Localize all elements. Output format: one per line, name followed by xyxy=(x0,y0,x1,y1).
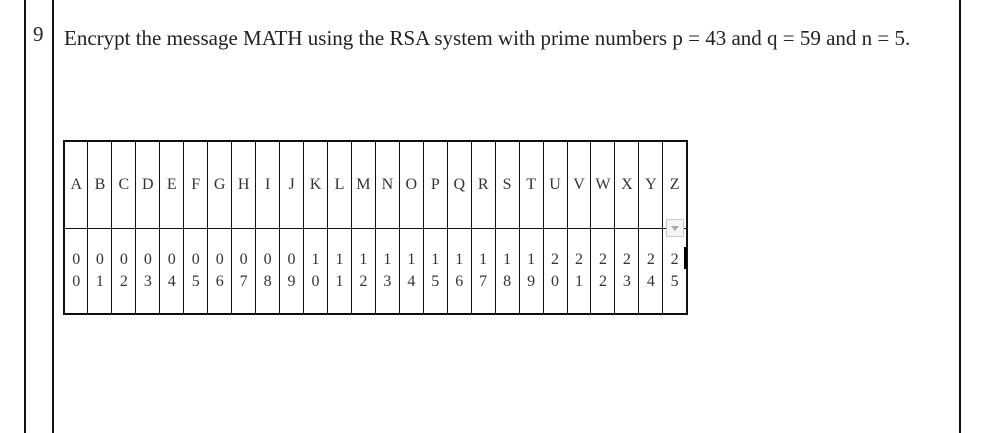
number-digit: 6 xyxy=(215,273,224,290)
number-column-divider xyxy=(52,0,54,433)
number-digit: 1 xyxy=(527,251,536,268)
numbers-row xyxy=(64,229,687,315)
number-digit: 0 xyxy=(191,251,200,268)
letter-cell[interactable]: A xyxy=(64,141,88,229)
number-digit: 0 xyxy=(143,251,152,268)
number-digit: 9 xyxy=(287,273,296,290)
letter-cell[interactable]: Z xyxy=(663,141,687,229)
number-digit: 0 xyxy=(119,251,128,268)
letter-cell[interactable]: S xyxy=(495,141,519,229)
number-cell[interactable] xyxy=(136,229,160,315)
number-digit: 2 xyxy=(622,251,631,268)
letter-cell[interactable]: Q xyxy=(447,141,471,229)
number-cell[interactable] xyxy=(543,229,567,315)
number-digit: 3 xyxy=(383,273,392,290)
number-cell[interactable] xyxy=(232,229,256,315)
letter-cell[interactable]: J xyxy=(280,141,304,229)
number-cell[interactable] xyxy=(399,229,423,315)
number-digit: 4 xyxy=(167,273,176,290)
number-digit: 1 xyxy=(335,251,344,268)
number-cell[interactable] xyxy=(591,229,615,315)
number-cell[interactable] xyxy=(663,229,687,315)
number-cell[interactable] xyxy=(304,229,328,315)
number-cell[interactable] xyxy=(447,229,471,315)
number-digit: 2 xyxy=(119,273,128,290)
letter-cell[interactable]: U xyxy=(543,141,567,229)
left-border-line xyxy=(24,0,26,433)
letters-row xyxy=(64,141,687,229)
letter-cell[interactable]: M xyxy=(351,141,375,229)
number-digit: 7 xyxy=(479,273,488,290)
number-digit: 3 xyxy=(622,273,631,290)
letter-cell[interactable]: C xyxy=(112,141,136,229)
number-digit: 1 xyxy=(455,251,464,268)
number-cell[interactable] xyxy=(160,229,184,315)
letter-cell[interactable]: P xyxy=(423,141,447,229)
right-border-line xyxy=(959,0,961,433)
number-cell[interactable] xyxy=(280,229,304,315)
letter-cell[interactable]: O xyxy=(399,141,423,229)
number-digit: 5 xyxy=(670,273,679,290)
number-digit: 1 xyxy=(95,273,104,290)
text-cursor xyxy=(684,247,687,269)
number-digit: 1 xyxy=(431,251,440,268)
letter-cell[interactable]: V xyxy=(567,141,591,229)
number-digit: 1 xyxy=(359,251,368,268)
letter-cell[interactable]: B xyxy=(88,141,112,229)
number-digit: 0 xyxy=(72,273,81,290)
question-text: Encrypt the message MATH using the RSA system with prime numbers p = 43 and q = 59 and n = 5. xyxy=(64,26,911,50)
number-digit: 0 xyxy=(311,273,320,290)
number-cell[interactable] xyxy=(184,229,208,315)
number-digit: 8 xyxy=(263,273,272,290)
letter-cell[interactable]: H xyxy=(232,141,256,229)
number-digit: 0 xyxy=(551,273,560,290)
letter-cell[interactable]: X xyxy=(615,141,639,229)
number-digit: 2 xyxy=(574,251,583,268)
number-cell[interactable] xyxy=(88,229,112,315)
number-digit: 2 xyxy=(598,251,607,268)
cell-dropdown-icon[interactable] xyxy=(666,219,684,237)
number-cell[interactable] xyxy=(327,229,351,315)
letter-cell[interactable]: I xyxy=(256,141,280,229)
number-cell[interactable] xyxy=(615,229,639,315)
letter-cell[interactable]: K xyxy=(304,141,328,229)
number-digit: 0 xyxy=(239,251,248,268)
number-cell[interactable] xyxy=(375,229,399,315)
letter-cell[interactable]: D xyxy=(136,141,160,229)
number-digit: 4 xyxy=(407,273,416,290)
number-digit: 1 xyxy=(479,251,488,268)
number-digit: 2 xyxy=(598,273,607,290)
number-digit: 1 xyxy=(503,251,512,268)
letter-cell[interactable]: Y xyxy=(639,141,663,229)
number-cell[interactable] xyxy=(423,229,447,315)
number-cell[interactable] xyxy=(519,229,543,315)
number-cell[interactable] xyxy=(351,229,375,315)
number-digit: 1 xyxy=(574,273,583,290)
letter-cell[interactable]: W xyxy=(591,141,615,229)
number-digit: 2 xyxy=(670,251,679,268)
number-digit: 2 xyxy=(551,251,560,268)
letter-cell[interactable]: F xyxy=(184,141,208,229)
number-digit: 5 xyxy=(191,273,200,290)
number-digit: 5 xyxy=(431,273,440,290)
number-digit: 1 xyxy=(407,251,416,268)
number-digit: 6 xyxy=(455,273,464,290)
number-digit: 4 xyxy=(646,273,655,290)
number-cell[interactable] xyxy=(208,229,232,315)
number-digit: 0 xyxy=(72,251,81,268)
number-digit: 0 xyxy=(263,251,272,268)
letter-cell[interactable]: E xyxy=(160,141,184,229)
letter-cell[interactable]: L xyxy=(327,141,351,229)
letter-cell[interactable]: T xyxy=(519,141,543,229)
number-digit: 0 xyxy=(167,251,176,268)
number-cell[interactable] xyxy=(64,229,88,315)
number-digit: 2 xyxy=(359,273,368,290)
number-cell[interactable] xyxy=(495,229,519,315)
number-digit: 0 xyxy=(95,251,104,268)
number-digit: 9 xyxy=(527,273,536,290)
letter-cell[interactable]: N xyxy=(375,141,399,229)
number-cell[interactable] xyxy=(639,229,663,315)
letter-number-table xyxy=(63,140,688,315)
number-digit: 7 xyxy=(239,273,248,290)
number-digit: 1 xyxy=(383,251,392,268)
question-number: 9 xyxy=(33,22,44,46)
number-digit: 1 xyxy=(335,273,344,290)
number-digit: 0 xyxy=(215,251,224,268)
letter-cell[interactable]: R xyxy=(471,141,495,229)
number-digit: 0 xyxy=(287,251,296,268)
number-cell[interactable] xyxy=(256,229,280,315)
number-digit: 1 xyxy=(311,251,320,268)
number-cell[interactable] xyxy=(112,229,136,315)
number-digit: 8 xyxy=(503,273,512,290)
number-cell[interactable] xyxy=(471,229,495,315)
number-digit: 3 xyxy=(143,273,152,290)
number-digit: 2 xyxy=(646,251,655,268)
letter-cell[interactable]: G xyxy=(208,141,232,229)
number-cell[interactable] xyxy=(567,229,591,315)
